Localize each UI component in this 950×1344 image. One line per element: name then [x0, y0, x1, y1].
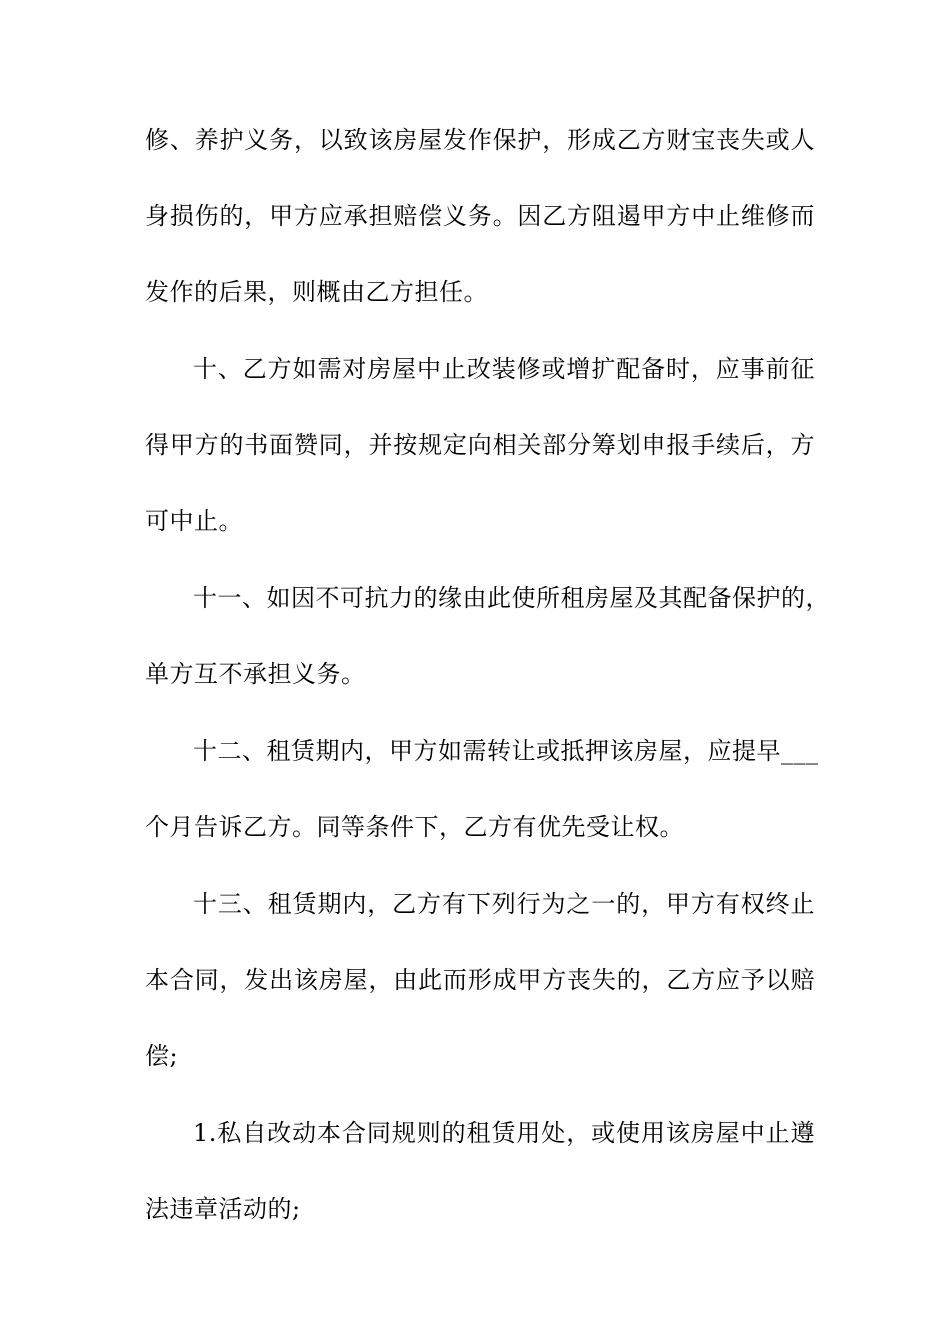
text-line: 偿; [145, 1042, 179, 1070]
text-line: 修、养护义务，以致该房屋发作保护，形成乙方财宝丧失或人 [145, 126, 815, 154]
text-line: 得甲方的书面赞同，并按规定向相关部分筹划申报手续后，方 [145, 431, 815, 459]
text-line: 单方互不承担义务。 [145, 660, 366, 688]
text-line: 1.私自改动本合同规则的租赁用处，或使用该房屋中止遵 [193, 1119, 815, 1147]
document-body [145, 126, 830, 1223]
text-line: 十、乙方如需对房屋中止改装修或增扩配备时，应事前征 [193, 355, 815, 383]
text-line: 本合同，发出该房屋，由此而形成甲方丧失的，乙方应予以赔 [145, 966, 815, 994]
text-line: 十三、租赁期内，乙方有下列行为之一的，甲方有权终止 [193, 890, 815, 918]
text-line: 身损伤的，甲方应承担赔偿义务。因乙方阻遏甲方中止维修而 [145, 202, 815, 230]
text-line: 发作的后果，则概由乙方担任。 [145, 278, 488, 306]
text-line: 可中止。 [145, 507, 243, 535]
text-line: 十二、租赁期内，甲方如需转让或抵押该房屋，应提早___ [193, 737, 819, 765]
text-line: 个月告诉乙方。同等条件下，乙方有优先受让权。 [145, 813, 684, 841]
text-line: 十一、如因不可抗力的缘由此使所租房屋及其配备保护的， [193, 584, 830, 612]
text-line: 法违章活动的; [145, 1195, 301, 1223]
